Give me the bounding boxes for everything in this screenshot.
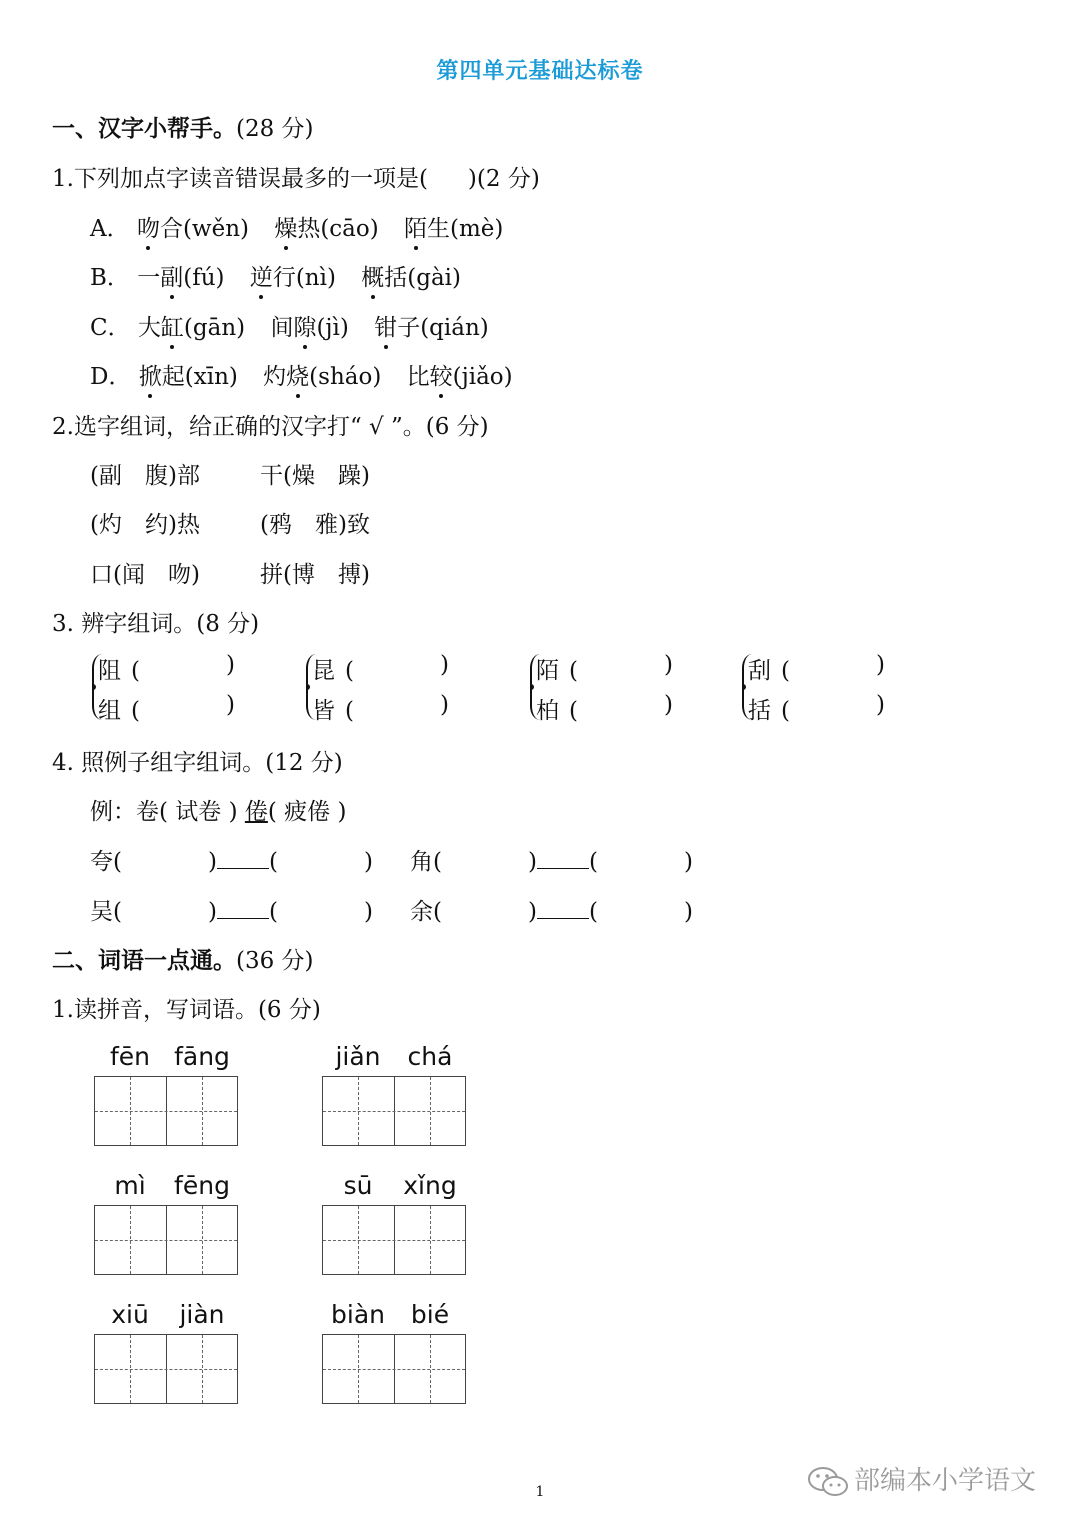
- section-2-heading: [52, 942, 314, 975]
- dotted-char: 副: [160, 259, 183, 292]
- option-item: 陌生(mè): [404, 210, 503, 243]
- q2-choice: (副 腹)部: [90, 463, 200, 489]
- dotted-char: 隙: [293, 309, 316, 342]
- q4-char: 夸: [90, 849, 113, 875]
- q4-row: 角( ) ( ): [410, 849, 693, 875]
- q4-stem: 4. 照例子组字组词。(12 分): [52, 750, 343, 776]
- dotted-char: 陌: [404, 210, 427, 243]
- section-1-score: (28 分): [236, 116, 314, 142]
- writing-grid[interactable]: [94, 1334, 238, 1404]
- pair-char: 皆: [312, 698, 335, 724]
- option-item: 吻合(wěn): [137, 210, 249, 243]
- option-letter: D．: [90, 364, 132, 390]
- writing-grid[interactable]: [322, 1205, 466, 1275]
- q3-pair: 陌 ( ) 柏 ( ): [530, 650, 690, 730]
- pinyin-label: jiǎn: [335, 1042, 381, 1071]
- q1-stem-end: )(2 分): [467, 166, 540, 192]
- pinyin-label: fēn: [109, 1042, 151, 1071]
- writing-grid[interactable]: [94, 1205, 238, 1275]
- q4-row: 吴( ) ( ): [90, 899, 373, 925]
- q4-char: 吴: [90, 899, 113, 925]
- section-1-title: 一、汉字小帮手。: [52, 116, 236, 142]
- pinyin-label: jiàn: [179, 1300, 225, 1329]
- q2-choice: 口(闻 吻): [90, 562, 200, 588]
- pair-char: 组: [98, 698, 121, 724]
- q4-row: 夸( ) ( ): [90, 849, 373, 875]
- pair-char: 昆: [312, 658, 335, 684]
- q1-option-d: [90, 358, 531, 391]
- option-item: 大缸(gān): [138, 309, 245, 342]
- pinyin-label: sū: [343, 1171, 373, 1200]
- section-2-score: (36 分): [236, 948, 314, 974]
- answer-blank[interactable]: [217, 848, 269, 869]
- writing-grid[interactable]: [322, 1076, 466, 1146]
- pair-char: 阻: [98, 658, 121, 684]
- q3-pair: 刮 ( ) 括 ( ): [742, 650, 902, 730]
- option-item: 钳子(qián): [374, 309, 489, 342]
- dotted-char: 概: [361, 259, 384, 292]
- pinyin-label: bié: [410, 1300, 450, 1329]
- option-letter: C．: [90, 315, 131, 341]
- option-item: 间隙(jì): [270, 309, 348, 342]
- dotted-char: 燥: [274, 210, 297, 243]
- section-1-heading: [52, 110, 314, 143]
- watermark-text: 部编本小学语文: [854, 1466, 1037, 1496]
- page-number: 1: [535, 1484, 545, 1500]
- option-item: 燥热(cāo): [274, 210, 378, 243]
- writing-grid[interactable]: [94, 1076, 238, 1146]
- pinyin-label: chá: [407, 1042, 453, 1071]
- dotted-char: 吻: [137, 210, 160, 243]
- pinyin-label: xǐng: [403, 1171, 457, 1200]
- q3-pair: 阻 ( ) 组 ( ): [92, 650, 252, 730]
- q2-choice: 干(燥 躁): [260, 463, 370, 489]
- q3-pair: 昆 ( ) 皆 ( ): [306, 650, 466, 730]
- q1-option-b: [90, 259, 479, 292]
- q2-choice: 拼(博 搏): [260, 562, 370, 588]
- dotted-char: 钳: [374, 309, 397, 342]
- watermark: [806, 1460, 1036, 1499]
- example-char: 倦: [244, 799, 268, 825]
- q2-choice: (鸦 雅)致: [260, 512, 370, 538]
- answer-blank[interactable]: [537, 848, 589, 869]
- answer-blank[interactable]: [217, 898, 269, 919]
- wechat-icon: [806, 1465, 850, 1499]
- example-suffix: ( 疲倦 ): [267, 799, 347, 825]
- pinyin-label: mì: [114, 1171, 146, 1200]
- dotted-char: 较: [430, 358, 453, 391]
- option-letter: A．: [90, 216, 130, 242]
- pair-char: 柏: [536, 698, 559, 724]
- option-letter: B．: [90, 265, 130, 291]
- q4-example: [90, 793, 346, 826]
- q1-option-c: [90, 309, 507, 342]
- pair-char: 括: [748, 698, 771, 724]
- option-item: 灼烧(sháo): [263, 358, 381, 391]
- writing-grid[interactable]: [322, 1334, 466, 1404]
- q2-stem: 2.选字组词，给正确的汉字打“ √ ”。(6 分): [52, 414, 489, 440]
- pinyin-label: fēng: [174, 1171, 230, 1200]
- answer-blank[interactable]: [537, 898, 589, 919]
- q4-char: 余: [410, 899, 433, 925]
- dotted-char: 烧: [286, 358, 309, 391]
- dotted-char: 逆: [250, 259, 273, 292]
- option-item: 掀起(xīn): [139, 358, 238, 391]
- option-item: 一副(fú): [137, 259, 224, 292]
- option-item: 概括(gài): [361, 259, 461, 292]
- q1-stem: [52, 160, 540, 193]
- dotted-char: 缸: [161, 309, 184, 342]
- q1-stem-text: 1.下列加点字读音错误最多的一项是(: [52, 166, 428, 192]
- pair-char: 陌: [536, 658, 559, 684]
- pinyin-label: xiū: [111, 1300, 149, 1329]
- pinyin-label: biàn: [331, 1300, 385, 1329]
- pinyin-label: fāng: [174, 1042, 230, 1071]
- q4-char: 角: [410, 849, 433, 875]
- q3-stem: 3. 辨字组词。(8 分): [52, 611, 260, 637]
- q1-option-a: [90, 210, 521, 243]
- example-prefix: 例：卷( 试卷 ): [90, 799, 245, 825]
- q5-stem: 1.读拼音，写词语。(6 分): [52, 997, 321, 1023]
- dotted-char: 掀: [139, 358, 162, 391]
- section-2-title: 二、词语一点通。: [52, 948, 236, 974]
- page-title: 第四单元基础达标卷: [436, 59, 644, 84]
- q2-choice: (灼 约)热: [90, 512, 200, 538]
- option-item: 比较(jiǎo): [407, 358, 513, 391]
- q4-row: 余( ) ( ): [410, 899, 693, 925]
- option-item: 逆行(nì): [250, 259, 336, 292]
- pair-char: 刮: [748, 658, 771, 684]
